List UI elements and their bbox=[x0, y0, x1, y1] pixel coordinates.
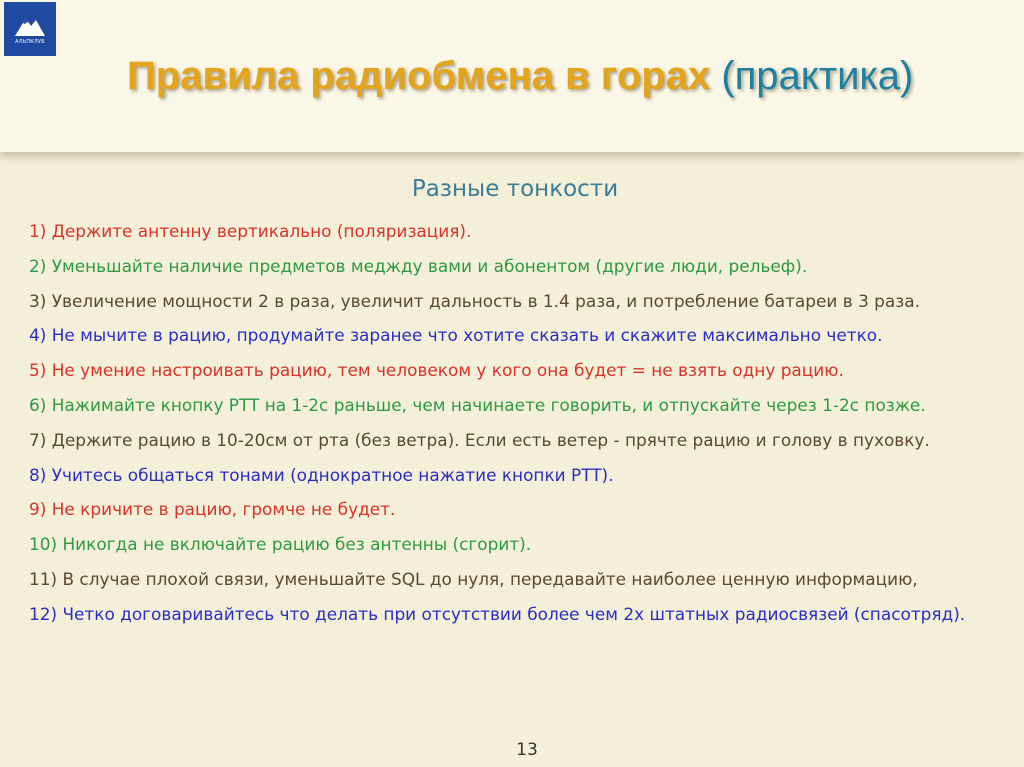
rule-item: 4) Не мычите в рацию, продумайте заранее что хотите сказать и скажите максимально четко. bbox=[29, 325, 883, 346]
rule-item: 5) Не умение настроивать рацию, тем человеком у кого она будет = не взять одну рацию. bbox=[29, 360, 844, 381]
rules-list bbox=[29, 214, 965, 632]
slide-header bbox=[0, 0, 1024, 152]
rule-item: 11) В случае плохой связи, уменьшайте SQL до нуля, передавайте наиболее ценную информацию, bbox=[29, 568, 918, 589]
rule-item: 10) Никогда не включайте рацию без антенны (сгорит). bbox=[29, 534, 532, 555]
title-main: Правила радиобмена в горах bbox=[127, 54, 711, 98]
slide-title bbox=[127, 48, 913, 104]
subtitle: Разные тонкости bbox=[411, 176, 619, 202]
mountain-logo bbox=[4, 2, 56, 56]
rule-item: 3) Увеличение мощности 2 в раза, увеличит дальность в 1.4 раза, и потребление батареи в 3 раза. bbox=[29, 290, 920, 311]
title-accent: (практика) bbox=[721, 54, 914, 98]
slide-content bbox=[0, 152, 1024, 767]
rule-item: 12) Четко договаривайтесь что делать при отсутствии более чем 2х штатных радиосвязей (спасотряд). bbox=[29, 603, 966, 624]
rule-item: 7) Держите рацию в 10-20см от рта (без ветра). Если есть ветер - прячте рацию и голову в пуховку. bbox=[29, 429, 930, 450]
page-number: 13 bbox=[516, 740, 538, 760]
rule-item: 1) Держите антенну вертикально (поляризация). bbox=[29, 221, 472, 241]
rule-item: 6) Нажимайте кнопку PTT на 1-2с раньше, чем начинаете говорить, и отпускайте через 1-2с позже. bbox=[29, 394, 926, 415]
logo-text: АЛЬПКЛУБ bbox=[15, 39, 45, 45]
rule-item: 8) Учитесь общаться тонами (однократное нажатие кнопки PTT). bbox=[29, 464, 614, 485]
rule-item: 9) Не кричите в рацию, громче не будет. bbox=[29, 499, 396, 520]
mountain-icon bbox=[13, 10, 47, 38]
rule-item: 2) Уменьшайте наличие предметов меджду вами и абонентом (другие люди, рельеф). bbox=[29, 255, 808, 276]
